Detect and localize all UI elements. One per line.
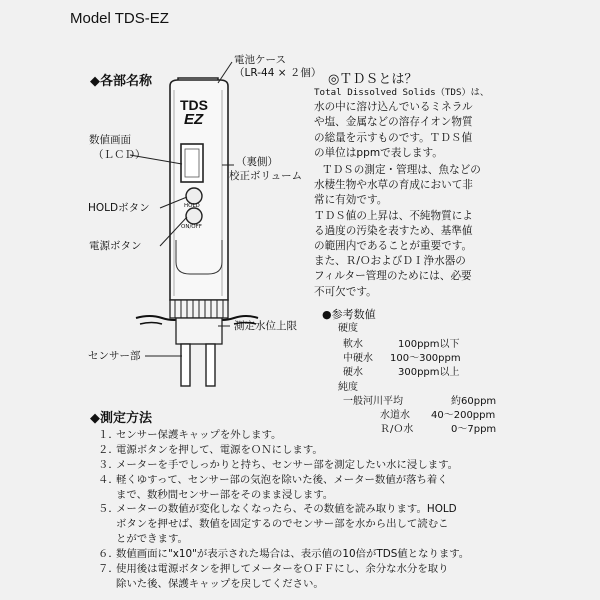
hardness-value: 100～300ppm [390,353,461,364]
step-text: メーターの数値が変化しなくなったら、その数値を読み取ります。HOLD [116,503,457,515]
procedure-step [98,428,528,443]
hardness-name: 硬水 [343,367,363,378]
step-number: ７． [98,563,119,575]
purity-value: 約60ppm [451,396,497,407]
step-text: センサー保護キャップを外します。 [116,429,282,441]
step-text-cont: まで、数秒間センサー部をそのまま浸します。 [116,488,334,501]
power-button [186,208,202,224]
battery-case-label: 電池ケース [234,54,286,66]
step-number: ５． [98,503,119,515]
procedure-step [98,562,528,592]
desc-line: の単位はppmで表します。 [314,146,443,159]
sensor-label: センサー部 [88,350,141,362]
purity-name: 一般河川平均 [343,396,403,407]
step-number: ６． [98,548,119,560]
mgmt-line: また、Ｒ/ＯおよびＤＩ浄水器の [314,255,466,268]
sensor-right-probe [206,344,215,386]
desc-line: や塩、金属などの溶存イオン物質 [314,116,473,129]
power-button-label: 電源ボタン [89,240,142,252]
procedure-heading: ◆測定方法 [90,411,152,426]
purity-value: 40～200ppm [431,410,496,421]
hold-button [186,188,202,204]
step-number: １． [98,429,119,441]
reference-heading: ●参考数値 [322,308,376,321]
device-brand: TDS [180,97,208,113]
hardness-value: 300ppm以上 [398,367,460,378]
model-title: Model TDS-EZ [70,10,169,27]
hardness-name: 中硬水 [343,353,373,364]
purity-name: Ｒ/Ｏ水 [380,424,414,435]
mgmt-line: ＴＤＳ値の上昇は、不純物質によ [314,209,473,222]
step-text: 使用後は電源ボタンを押してメーターをＯＦＦにし、余分な水分を取り [116,563,449,575]
sensor-left-probe [181,344,190,386]
step-text: 電源ボタンを押して、電源をＯＮにします。 [116,444,323,456]
step-text-cont: 除いた後、保護キャップを戻してください。 [116,577,324,590]
hardness-value: 100ppm以下 [398,339,460,350]
parts-heading: ◆各部名称 [90,74,152,89]
water-level-label: 測定水位上限 [234,320,297,332]
procedure-step [98,458,528,473]
mgmt-line: 常に有効です。 [314,194,388,207]
lcd-screen [181,144,203,182]
display-label: 数値画面 [89,134,131,146]
mgmt-line: 水棲生物や水草の育成において非 [314,179,473,192]
mgmt-line: フィルター管理のためには、必要 [314,270,472,283]
procedure-step [98,502,528,546]
mgmt-line: る過度の汚染を表すため、基準値 [314,224,473,237]
step-number: ３． [98,459,119,471]
step-number: ４． [98,474,119,486]
battery-spec-label: （LR-44 × ２個） [234,67,322,79]
back-label: （裏側） [236,156,278,168]
hardness-heading: 硬度 [338,323,358,334]
procedure-step [98,473,528,503]
mgmt-line: の範囲内であることが重要です。 [314,240,473,253]
purity-value: 0～7ppm [451,424,497,435]
procedure-step [98,547,528,562]
step-text: 軽くゆすって、センサー部の気泡を除いた後、メーター数値が落ち着く [116,474,448,486]
calibration-label: 校正ボリューム [229,170,303,182]
purity-name: 水道水 [380,410,410,421]
hardness-name: 軟水 [343,339,363,350]
tds-heading: ◎ＴＤＳとは？ [328,72,418,87]
procedure-step [98,443,528,458]
tds-description [314,85,564,161]
mgmt-line: 不可欠です。 [314,285,377,298]
step-text: メーターを手でしっかりと持ち、センサー部を測定したい水に浸します。 [116,459,459,471]
display-sub-label: （ＬＣＤ） [93,149,146,161]
hold-button-label: HOLDボタン [88,202,150,214]
desc-line: 水の中に溶け込んでいるミネラル [314,101,473,114]
step-text: 数値画面に"x10"が表示された場合は、表示値の10倍がTDS値となります。 [116,548,470,560]
device-hold-text: HOLD [184,203,200,209]
step-number: ２． [98,444,119,456]
desc-line: Total Dissolved Solids（TDS）は、 [314,87,490,98]
desc-line: の総量を示すものです。ＴＤＳ値 [314,131,473,144]
device-model: EZ [184,111,204,128]
sensor-tip [176,318,222,344]
purity-heading: 純度 [338,382,358,393]
mgmt-line: ＴＤＳの測定・管理は、魚などの [322,164,481,176]
step-text-cont: ボタンを押せば、数値を固定するのでセンサー部を水から出して読むこ [116,517,449,530]
device-onoff-text: ON/OFF [181,224,202,230]
tds-management [314,163,564,300]
step-text-cont: とができます。 [116,532,188,545]
